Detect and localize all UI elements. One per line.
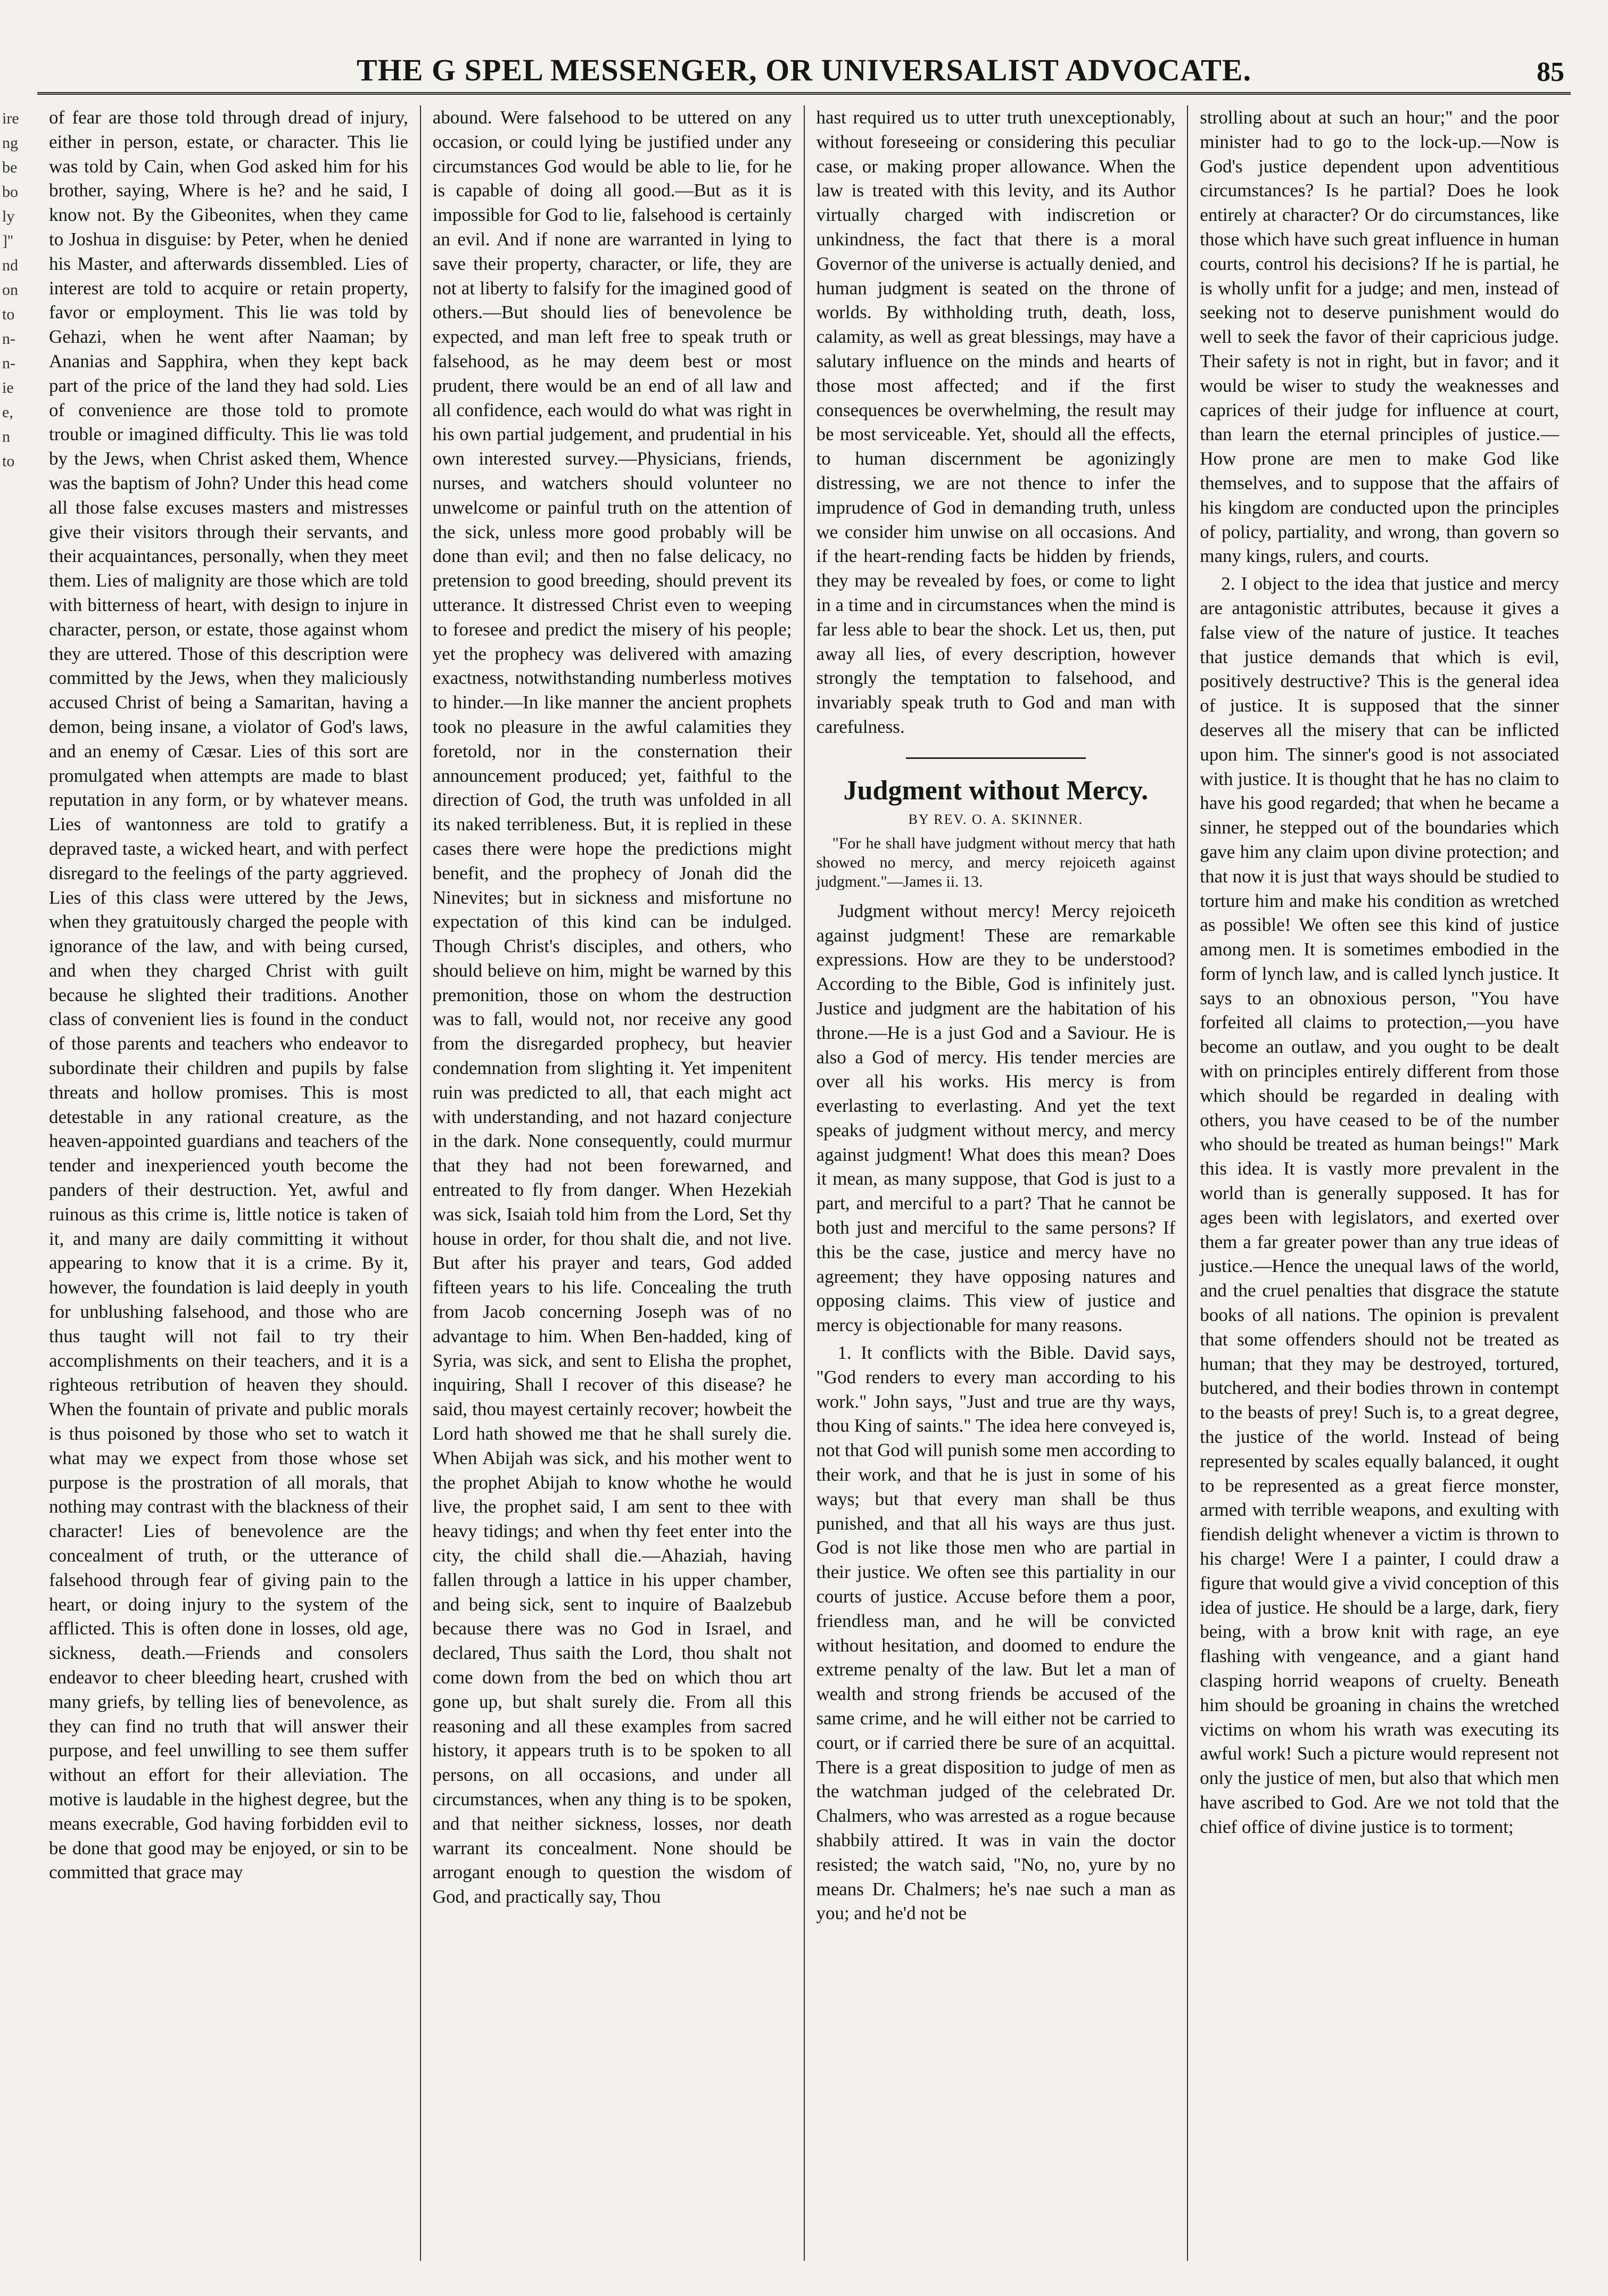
article-byline: BY REV. O. A. SKINNER. (908, 811, 1084, 827)
column-2 (421, 105, 805, 2261)
running-head: THE G SPEL MESSENGER, OR UNIVERSALIST ADVOCATE. (357, 53, 1251, 87)
article-epigraph: "For he shall have judgment without mercy that hath showed no mercy, and mercy rejoiceth against judgment."—James ii. 13. (816, 834, 1176, 890)
column-3-paragraph-continued: hast required us to utter truth unexceptionably, without foreseeing or considering this peculiar case, or making proper allowance. When the law is treated with this levity, and its Author virtually charged with indiscretion or unkindness, the fact that there is a moral Governor of the universe is actually denied, and human judgment is seated on the throne of worlds. By withholding truth, death, loss, calamity, as well as great blessings, may have a salutary influence on the minds and hearts of those most affected; and if the first consequences be overwhelming, the result may be most serviceable. Yet, should all the effects, to human discernment be agonizingly distressing, we are not thence to infer the imprudence of God in demanding truth, unless we consider him unwise on all occasions. And if the heart-rending facts be hidden by friends, they may be revealed by foes, or come to light in a time and in circumstances when the mind is far less able to bear the shock. Let us, then, put away all lies, of every description, however strongly the temptation to falsehood, and invariably speak truth to God and man with carefulness. (816, 107, 1176, 737)
column-4-paragraph-1: strolling about at such an hour;" and the poor minister had to go to the lock-up.—Now is God's justice dependent upon adventitious circumstances? Is he partial? Does he look entirely at character? Or do circumstances, like those which have such great influence in human courts, control his decisions? If he is partial, he is wholly unfit for a judge; and men, instead of seeking not to deserve punishment would do well to seek the favor of their capricious judge. Their safety is not in right, but in favor; and it would be wiser to study the weaknesses and caprices of their judge for influence at court, than learn the eternal principles of justice.—How prone are men to make God like themselves, and to suppose that the affairs of his kingdom are conducted upon the principles of policy, partiality, and wrong, than govern so many kings, rulers, and courts. (1200, 107, 1559, 567)
article-title: Judgment without Mercy. (843, 775, 1149, 806)
column-2-paragraph: abound. Were falsehood to be uttered on any occasion, or could lying be justified under any circumstances God would be able to lie, for he is capable of doing all good.—But as it is impossible for God to lie, falsehood is certainly an evil. And if none are warranted in lying to save their property, character, or life, they are not at liberty to falsify for the imagined good of others.—But should lies of benevolence be expected, and man left free to speak truth or falsehood, as he may deem best or most prudent, there would be an end of all law and all confidence, each would do what was right in his own partial judgement, and prudential in his own interested survey.—Physicians, friends, nurses, and watchers should volunteer no unwelcome or painful truth on the attention of the sick, unless more good probably will be done than evil; and then no false delicacy, no pretension to good breeding, should prevent its utterance. It distressed Christ even to weeping to foresee and predict the misery of his people; yet the prophecy was delivered with amazing exactness, notwithstanding numberless motives to hinder.—In like manner the ancient prophets took no pleasure in the awful calamities they foretold, nor in the consternation their announcement produced; yet, faithful to the direction of God, the truth was unfolded in all its naked terribleness. But, it is replied in these cases there were hope the predictions might benefit, and the prophecy of Jonah did the Ninevites; but in sickness and misfortune no expectation of this kind can be indulged. Though Christ's disciples, and others, who should believe on him, might be warned by this premonition, those on whom the destruction was to fall, would not, nor receive any good from the disregarded prophecy, but heavier condemnation from slighting it. Yet impenitent ruin was predicted to all, that each might act with understanding, and not hazard conjecture in the dark. None consequently, could murmur that they had not been forewarned, and entreated to fly from danger. When Hezekiah was sick, Isaiah told him from the Lord, Set thy house in order, for thou shalt die, and not live. But after his prayer and tears, God added fifteen years to his life. Concealing the truth from Jacob concerning Joseph was of no advantage to him. When Ben-hadded, king of Syria, was sick, and sent to Elisha the prophet, inquiring, Shall I recover of this disease? he said, thou mayest certainly recover; howbeit the Lord hath showed me that he shall surely die. When Abijah was sick, and his mother went to the prophet Abijah to know whothe he would live, the prophet said, I am sent to thee with heavy tidings; and when thy feet enter into the city, the child shall die.—Ahaziah, having fallen through a lattice in his upper chamber, and being sick, sent to inquire of Baalzebub because there was no God in Israel, and declared, Thus saith the Lord, thou shalt not come down from the bed on which thou art gone up, but shalt surely die. From all this reasoning and all these examples from sacred history, it appears truth is to be spoken to all persons, on all occasions, and under all circumstances, when any thing is to be spoken, and that neither sickness, losses, nor death warrant its concealment. None should be arrogant enough to question the wisdom of God, and practically say, Thou (432, 107, 792, 1907)
article-paragraph-1: Judgment without mercy! Mercy rejoiceth against judgment! These are remarkable expressions. How are they to be understood? According to the Bible, God is infinitely just. Justice and judgment are the habitation of his throne.—He is a just God and a Saviour. He is also a God of mercy. His tender mercies are over all his works. His mercy is from everlasting to everlasting. And yet the text speaks of judgment without mercy, and mercy against judgment! What does this mean? Does it mean, as many suppose, that God is just to a part, and merciful to a part? That he cannot be both just and merciful to the same persons? If this be the case, justice and mercy have no agreement; they have opposing natures and opposing claims. This view of justice and mercy is objectionable for many reasons. (816, 900, 1176, 1336)
columns (37, 105, 1571, 2261)
column-4-paragraph-2: 2. I object to the idea that justice and mercy are antagonistic attributes, because it gives a false view of the nature of justice. It teaches that justice demands that which is evil, positively destructive? This is the general idea of justice. It is supposed that the sinner deserves all the misery that can be inflicted upon him. The sinner's good is not associated with justice. It is thought that he has no claim to have his good regarded; that when he became a sinner, he stepped out of the boundaries which gave him any claim upon divine protection; and that now it is just that ways should be studied to torture him and make his condition as wretched as possible! We often see this kind of justice among men. It is sometimes embodied in the form of lynch law, and is called lynch justice. It says to an obnoxious person, "You have forfeited all claims to protection,—you have become an outlaw, and you ought to be dealt with on principles entirely different from those which should be regarded in dealing with others, you have ceased to be of the number who should be treated as human beings!" Mark this idea. It is vastly more prevalent in the world than is generally supposed. It has for ages been with legislators, and exerted over them a far greater power than any true ideas of justice.—Hence the unequal laws of the world, and the cruel penalties that disgrace the statute books of all nations. The opinion is prevalent that some offenders should not be treated as human; that they may be destroyed, tortured, butchered, and their bodies thrown in contempt to the beasts of prey! Such is, to a great degree, the justice of the world. Instead of being represented by scales equally balanced, it ought to be represented as a great fierce monster, armed with terrible weapons, and exulting with fiendish delight whenever a victim is thrown to his charge! Were I a painter, I could draw a figure that would give a vivid conception of this idea of justice. He should be a large, dark, fiery being, with a brow knit with rage, an eye flashing with vengeance, and a giant hand clasping horrid weapons of cruelty. Beneath him should be groaning in chains the wretched victims on whom his wrath was executing its awful work! Such a picture would represent not only the justice of men, but also that which men have ascribed to God. Are we not told that the chief office of divine justice is to torment; (1200, 573, 1559, 1837)
article-paragraph-2: 1. It conflicts with the Bible. David says, "God renders to every man according to his work." John says, "Just and true are thy ways, thou King of saints." The idea here conveyed is, not that God will punish some men according to their work, and that he is just in some of his ways; but that every man shall be thus punished, and that all his ways are thus just. God is not like those men who are partial in their justice. We often see this partiality in our courts of justice. Accuse before them a poor, friendless man, and he will be convicted without hesitation, and doomed to endure the extreme penalty of the law. But let a man of wealth and strong friends be accused of the same crime, and he will either not be carried to court, or if carried there be sure of an acquittal. There is a great disposition to judge of men as the watchman judged of the celebrated Dr. Chalmers, who was arrested as a rogue because shabbily attired. It was in vain the doctor resisted; the watch said, "No, no, yure by no means Dr. Chalmers; he's nae such a man as you; and he'd not be (816, 1342, 1176, 1924)
column-1-paragraph: of fear are those told through dread of injury, either in person, estate, or character. This lie was told by Cain, when God asked him for his brother, saying, Where is he? and he said, I know not. By the Gibeonites, when they came to Joshua in disguise: by Peter, when he denied his Master, and afterwards dissembled. Lies of interest are told to acquire or retain property, favor or employment. This lie was told by Gehazi, when he went after Naaman; by Ananias and Sapphira, when they kept back part of the price of the land they had sold. Lies of convenience are those told to promote trouble or imagined difficulty. This lie was told by the Jews, when Christ asked them, Whence was the baptism of John? Under this head come all those false excuses masters and mistresses give their visitors through their servants, and their acquaintances, personally, when they meet them. Lies of malignity are those which are told with bitterness of heart, with design to injure in character, person, or estate, those against whom they are uttered. Those of this description were committed by the Jews, when they maliciously accused Christ of being a Samaritan, having a demon, being insane, a violator of God's laws, and an enemy of Cæsar. Lies of this sort are promulgated when attempts are made to blast reputation in any form, or by whatever means. Lies of wantonness are told to gratify a depraved taste, a wicked heart, and with perfect disregard to the feelings of the party aggrieved. Lies of this class were uttered by the Jews, when they gratuitously charged the people with ignorance of the law, and with being cursed, and when they charged Christ with guilt because he slighted their traditions. Another class of convenient lies is found in the conduct of those parents and teachers who endeavor to subordinate their children and pupils by false threats and hollow promises. This is most detestable in any rational creature, as the heaven-appointed guardians and teachers of the tender and inexperienced youth become the panders of their destruction. Yet, awful and ruinous as this crime is, little notice is taken of it, and many are daily committing it without appearing to know that it is a crime. By it, however, the foundation is laid deeply in youth for unblushing falsehood, and those who are thus taught will not fail to try their accomplishments on their teachers, and it is a righteous retribution of heaven they should. When the fountain of private and public morals is thus poisoned by those who set to watch it what may we expect from those whose set purpose is the prostration of all morals, that nothing may contrast with the blackness of their character! Lies of benevolence are the concealment of truth, or the utterance of falsehood through fear of giving pain to the heart, or doing injury to the system of the afflicted. This is often done in losses, old age, sickness, death.—Friends and consolers endeavor to cheer bleeding heart, crushed with many griefs, by telling lies of benevolence, as they can find no truth that will answer their purpose, and feel unwilling to see them suffer without an effort for their alleviation. The motive is laudable in the highest degree, but the means execrable, God having forbidden evil to be done that good may be enjoyed, or sin to be committed that grace may (49, 107, 408, 1883)
column-4 (1188, 105, 1571, 2261)
column-1 (37, 105, 421, 2261)
masthead (37, 15, 1571, 95)
page-number: 85 (1537, 57, 1564, 87)
column-3 (805, 105, 1189, 2261)
article-divider-rule (906, 757, 1085, 759)
previous-page-margin-fragment: ire ng be bo ly ]'' nd on to n- n- ie e, n to (2, 110, 19, 470)
